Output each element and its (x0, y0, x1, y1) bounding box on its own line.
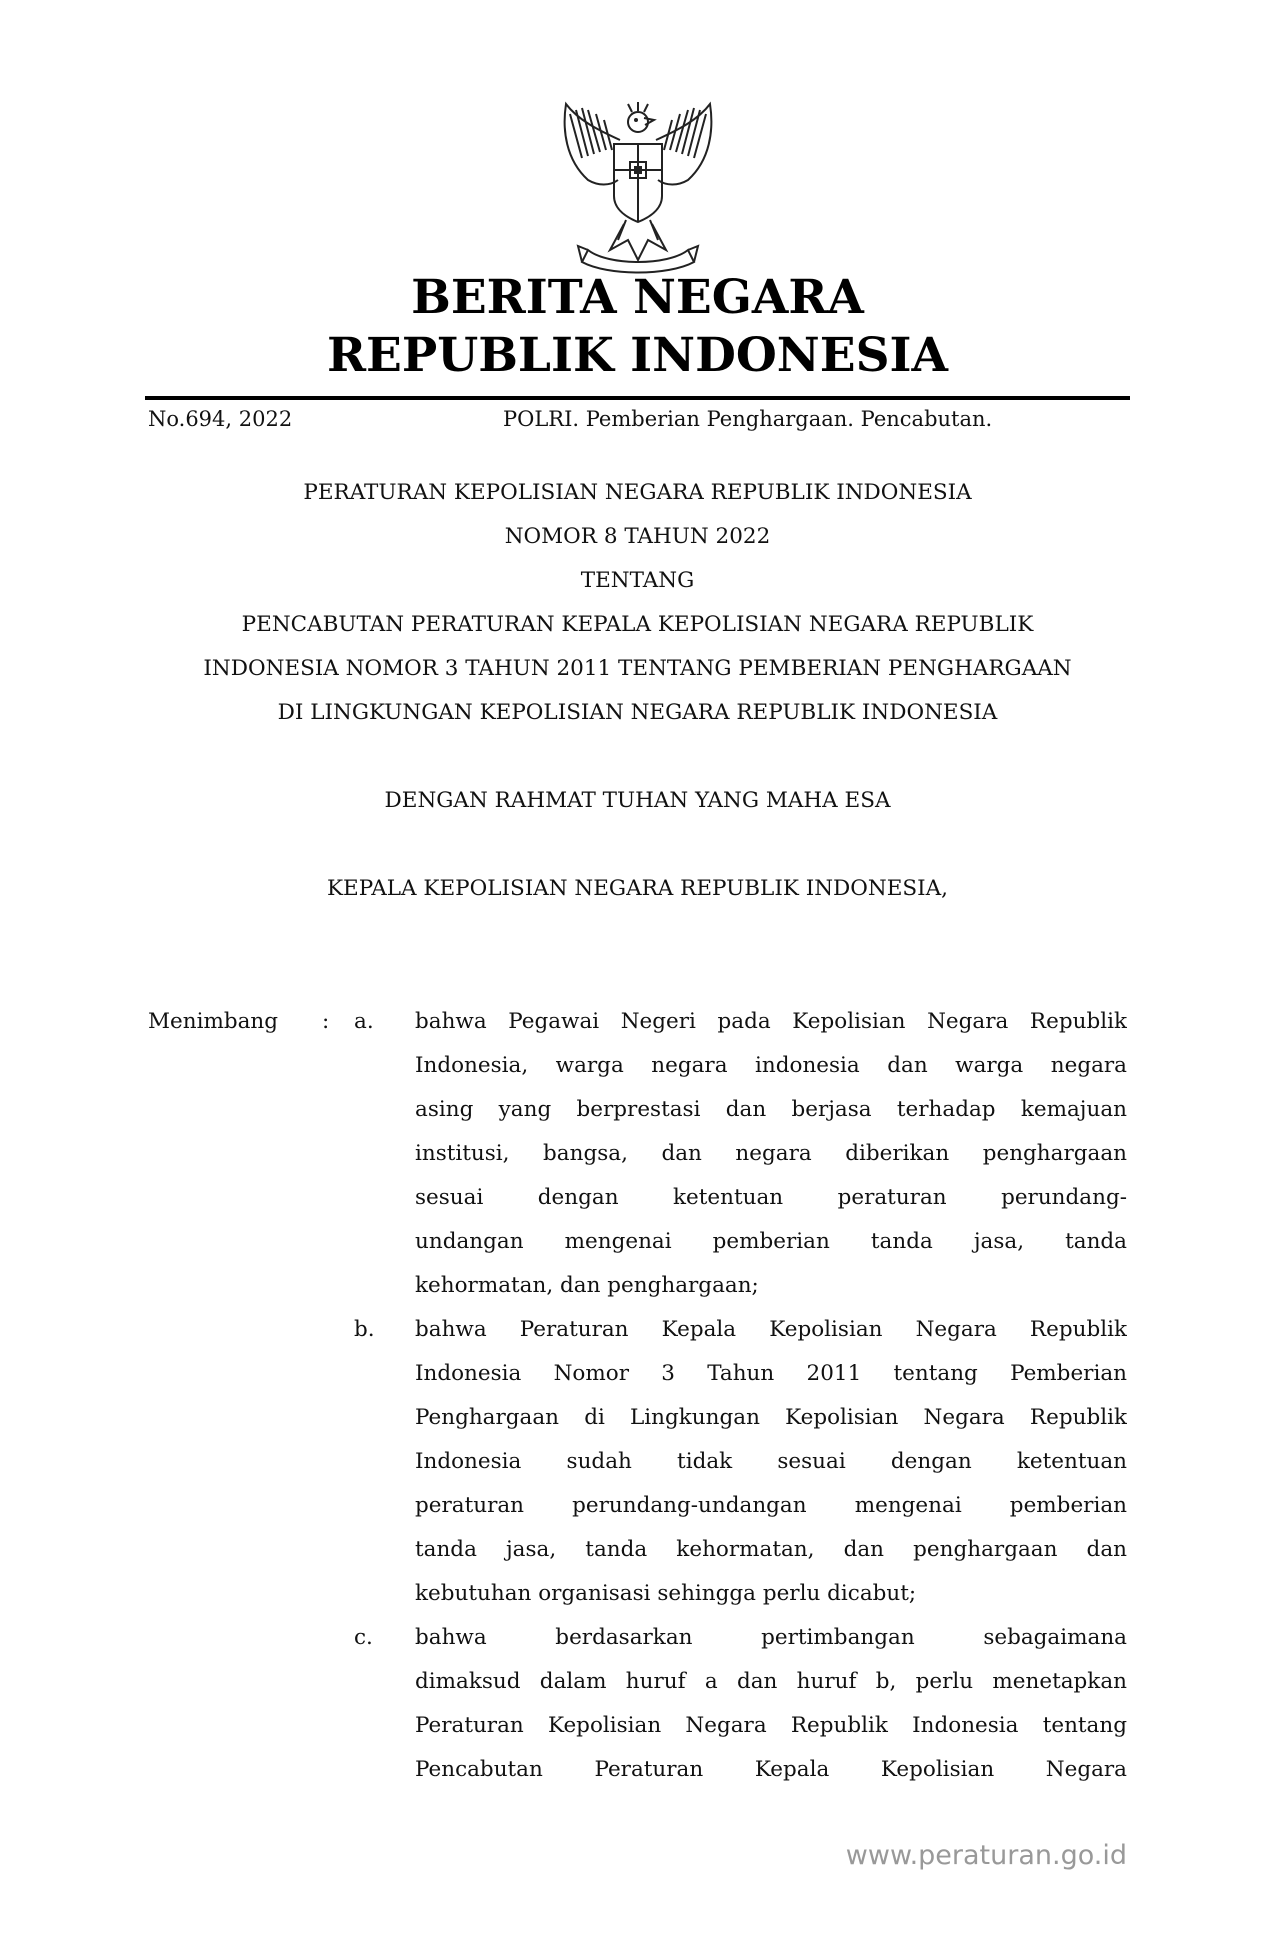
consideration-line: Indonesia, warga negara indonesia dan warga negara (415, 1053, 1127, 1078)
consideration-line: bahwa Peraturan Kepala Kepolisian Negara Republik (415, 1317, 1127, 1342)
consideration-line: Penghargaan di Lingkungan Kepolisian Negara Republik (415, 1405, 1127, 1430)
gazette-number: No.694, 2022 (148, 407, 293, 431)
consideration-letter: b. (354, 1317, 375, 1342)
regulation-heading-line: NOMOR 8 TAHUN 2022 (504, 524, 771, 549)
masthead-divider (145, 396, 1130, 400)
masthead-title-line2: REPUBLIK INDONESIA (326, 328, 948, 383)
consideration-item-c (415, 1616, 1127, 1792)
menimbang-colon: : (322, 1009, 330, 1034)
consideration-line: asing yang berprestasi dan berjasa terhadap kemajuan (415, 1097, 1127, 1122)
consideration-line: institusi, bangsa, dan negara diberikan penghargaan (415, 1141, 1127, 1166)
consideration-item-a (415, 1000, 1127, 1308)
consideration-line: sesuai dengan ketentuan peraturan perundang- (415, 1185, 1127, 1210)
consideration-line: Indonesia Nomor 3 Tahun 2011 tentang Pemberian (415, 1361, 1127, 1386)
issuer-text: KEPALA KEPOLISIAN NEGARA REPUBLIK INDONESIA, (326, 876, 948, 901)
consideration-line: Peraturan Kepolisian Negara Republik Indonesia tentang (415, 1713, 1127, 1738)
consideration-line: peraturan perundang-undangan mengenai pemberian (415, 1493, 1127, 1518)
invocation-text: DENGAN RAHMAT TUHAN YANG MAHA ESA (384, 788, 891, 813)
consideration-line: Indonesia sudah tidak sesuai dengan ketentuan (415, 1449, 1127, 1474)
consideration-line: tanda jasa, tanda kehormatan, dan penghargaan dan (415, 1537, 1127, 1562)
menimbang-label: Menimbang (148, 1009, 279, 1034)
regulation-heading-line: PENCABUTAN PERATURAN KEPALA KEPOLISIAN NEGARA REPUBLIK (241, 612, 1034, 637)
consideration-line: dimaksud dalam huruf a dan huruf b, perlu menetapkan (415, 1669, 1127, 1694)
garuda-emblem-icon (548, 100, 728, 280)
consideration-line: bahwa berdasarkan pertimbangan sebagaimana (415, 1625, 1127, 1650)
consideration-item-b (415, 1308, 1127, 1616)
masthead-title-line1: BERITA NEGARA (411, 270, 864, 325)
consideration-line: undangan mengenai pemberian tanda jasa, tanda (415, 1229, 1127, 1254)
gazette-subject: POLRI. Pemberian Penghargaan. Pencabutan. (503, 407, 993, 431)
consideration-letter: c. (354, 1625, 373, 1650)
regulation-heading-line: PERATURAN KEPOLISIAN NEGARA REPUBLIK INDONESIA (303, 480, 972, 505)
regulation-heading (145, 471, 1130, 735)
regulation-heading-line: TENTANG (580, 568, 695, 593)
consideration-line: bahwa Pegawai Negeri pada Kepolisian Negara Republik (415, 1009, 1127, 1034)
consideration-line: kehormatan, dan penghargaan; (415, 1273, 759, 1298)
consideration-line: Pencabutan Peraturan Kepala Kepolisian Negara (415, 1757, 1127, 1782)
regulation-heading-line: DI LINGKUNGAN KEPOLISIAN NEGARA REPUBLIK INDONESIA (277, 700, 998, 725)
footer-url: www.peraturan.go.id (845, 1840, 1127, 1871)
regulation-heading-line: INDONESIA NOMOR 3 TAHUN 2011 TENTANG PEMBERIAN PENGHARGAAN (203, 656, 1072, 681)
consideration-letter: a. (354, 1009, 374, 1034)
consideration-line: kebutuhan organisasi sehingga perlu dicabut; (415, 1581, 917, 1606)
